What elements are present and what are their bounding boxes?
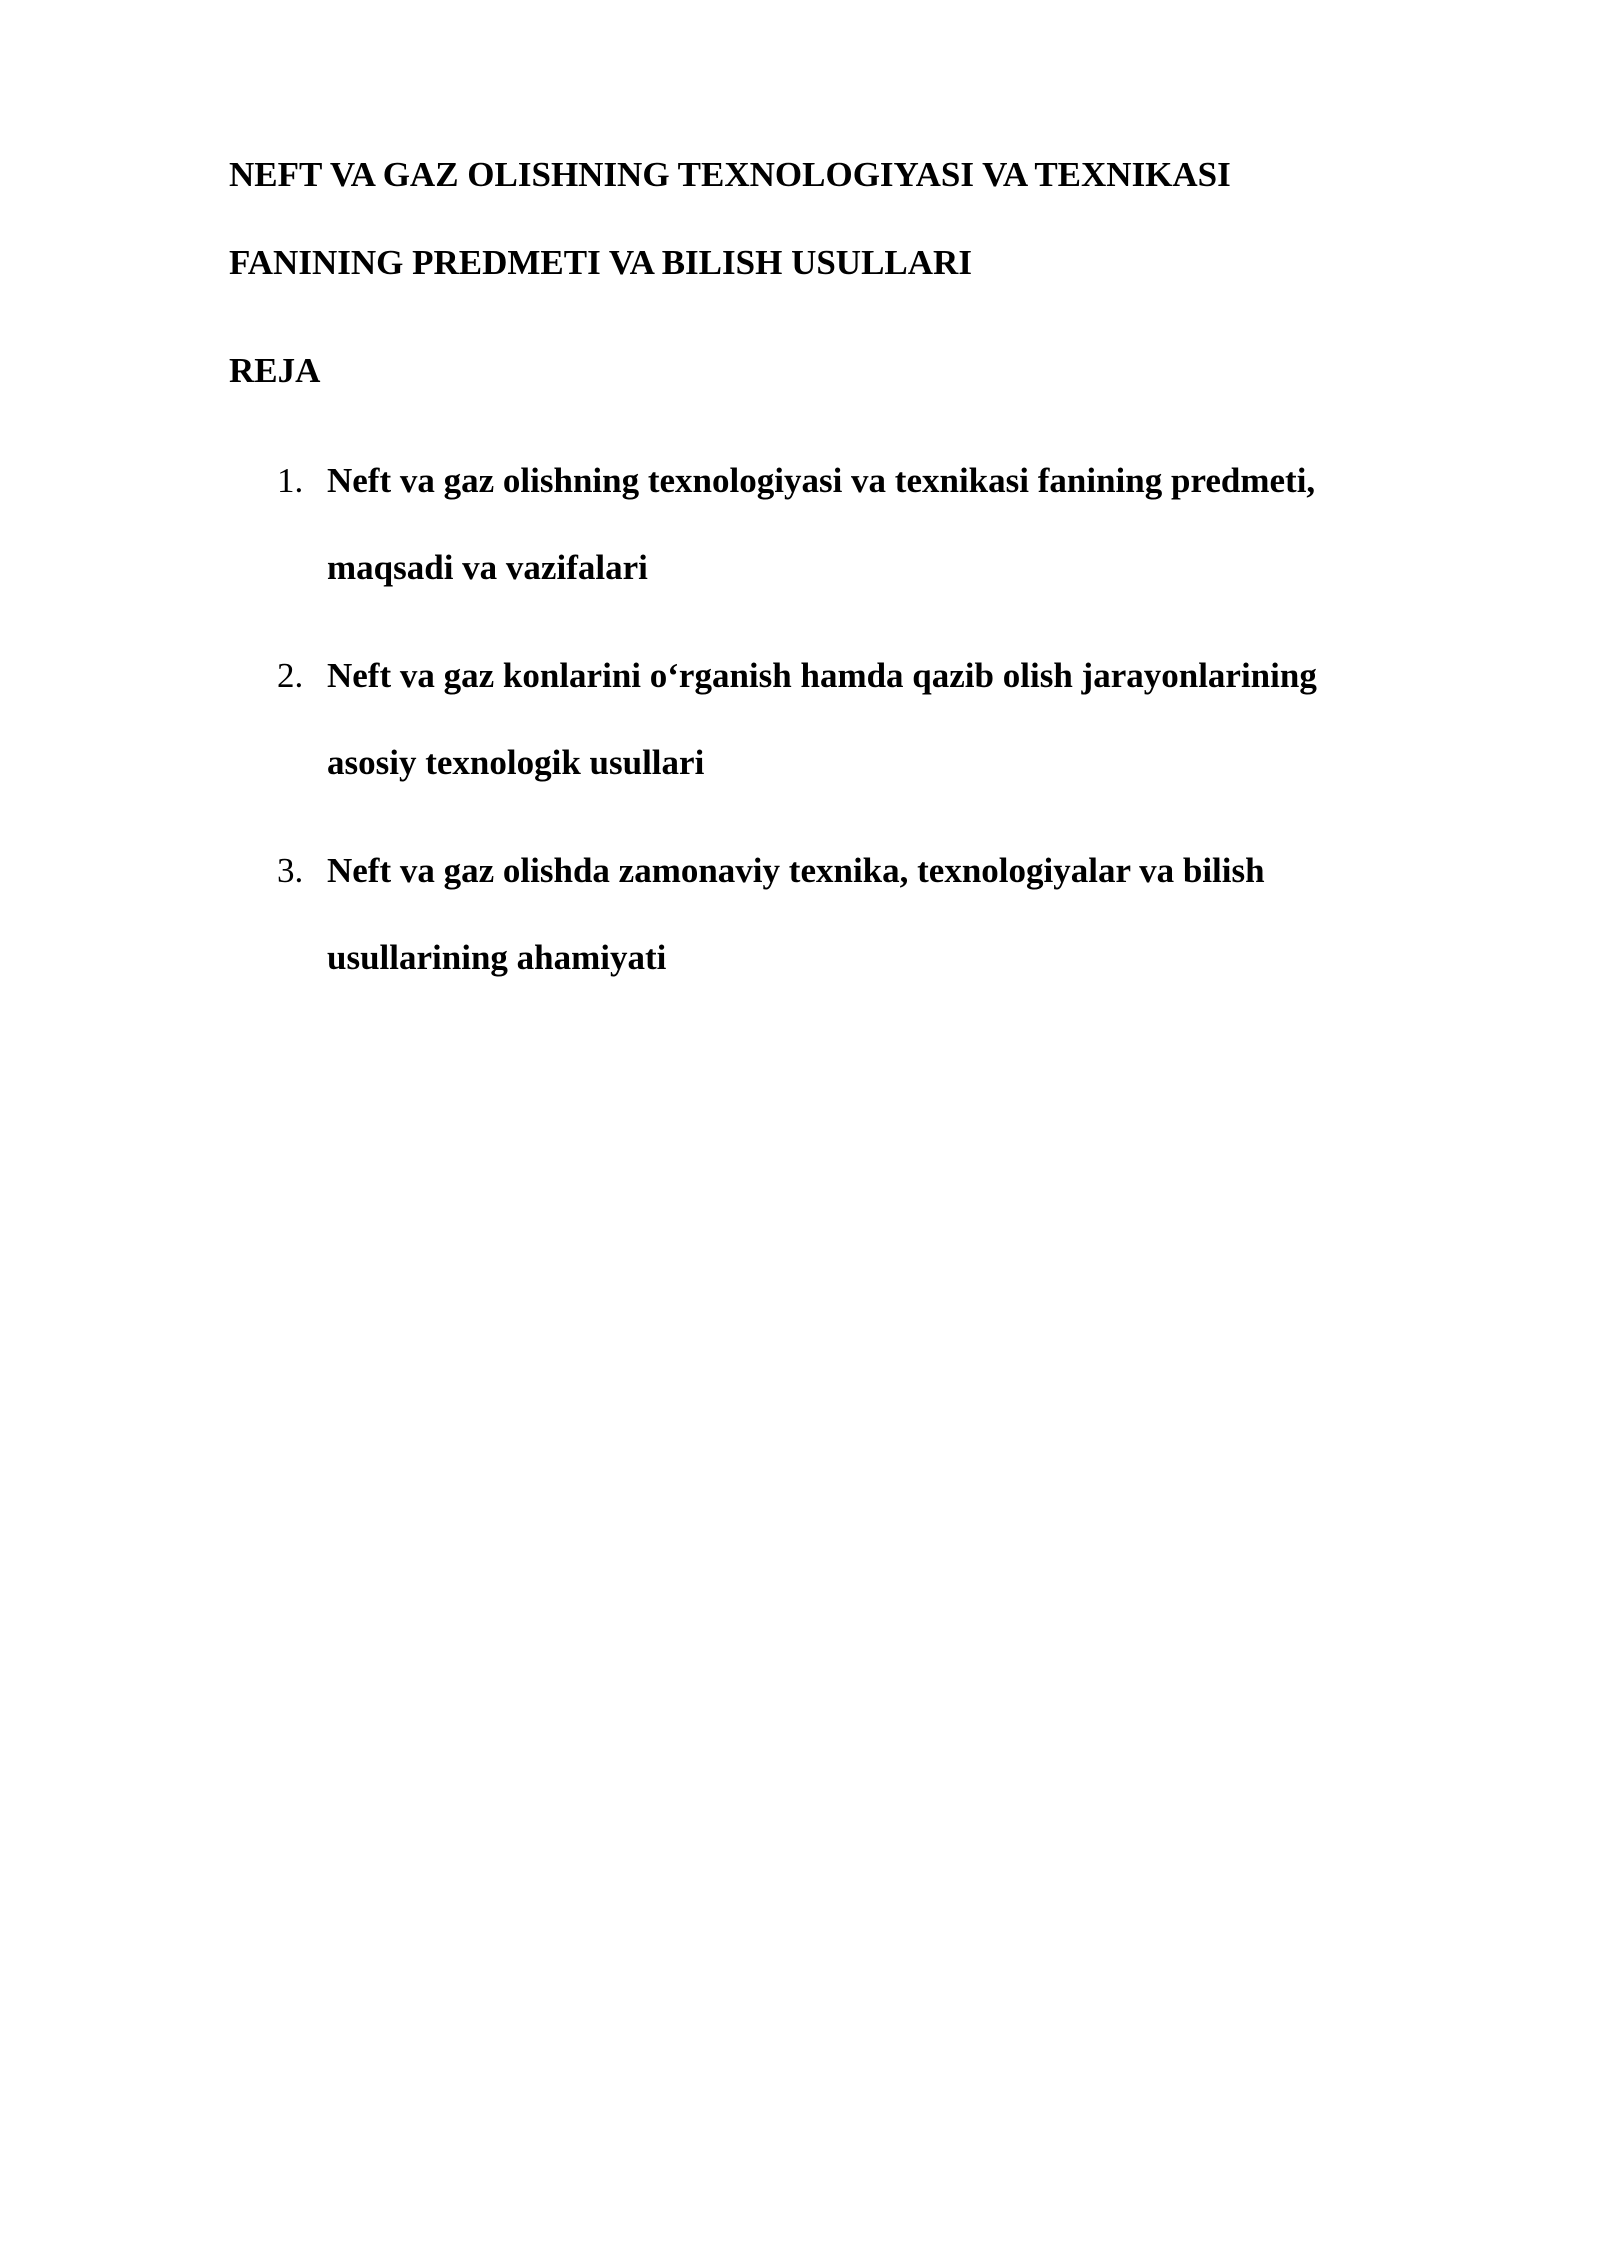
plan-item-text-line-2: asosiy texnologik usullari <box>327 743 705 782</box>
plan-item-number: 3. <box>277 851 304 890</box>
plan-heading: REJA <box>229 351 321 390</box>
plan-item-text-line-1: Neft va gaz olishda zamonaviy texnika, texnologiyalar va bilish <box>327 851 1265 890</box>
plan-item-number: 1. <box>277 461 304 500</box>
plan-item-text-line-1: Neft va gaz olishning texnologiyasi va texnikasi fanining predmeti, <box>327 461 1316 500</box>
plan-item-text-line-2: maqsadi va vazifalari <box>327 548 648 587</box>
plan-item-text-line-2: usullarining ahamiyati <box>327 938 667 977</box>
plan-item-text-line-1: Neft va gaz konlarini o‘rganish hamda qazib olish jarayonlarining <box>327 656 1317 695</box>
document-title-line-2: FANINING PREDMETI VA BILISH USULLARI <box>229 243 972 282</box>
plan-item-number: 2. <box>277 656 304 695</box>
document-title-line-1: NEFT VA GAZ OLISHNING TEXNOLOGIYASI VA TEXNIKASI <box>229 155 1231 194</box>
